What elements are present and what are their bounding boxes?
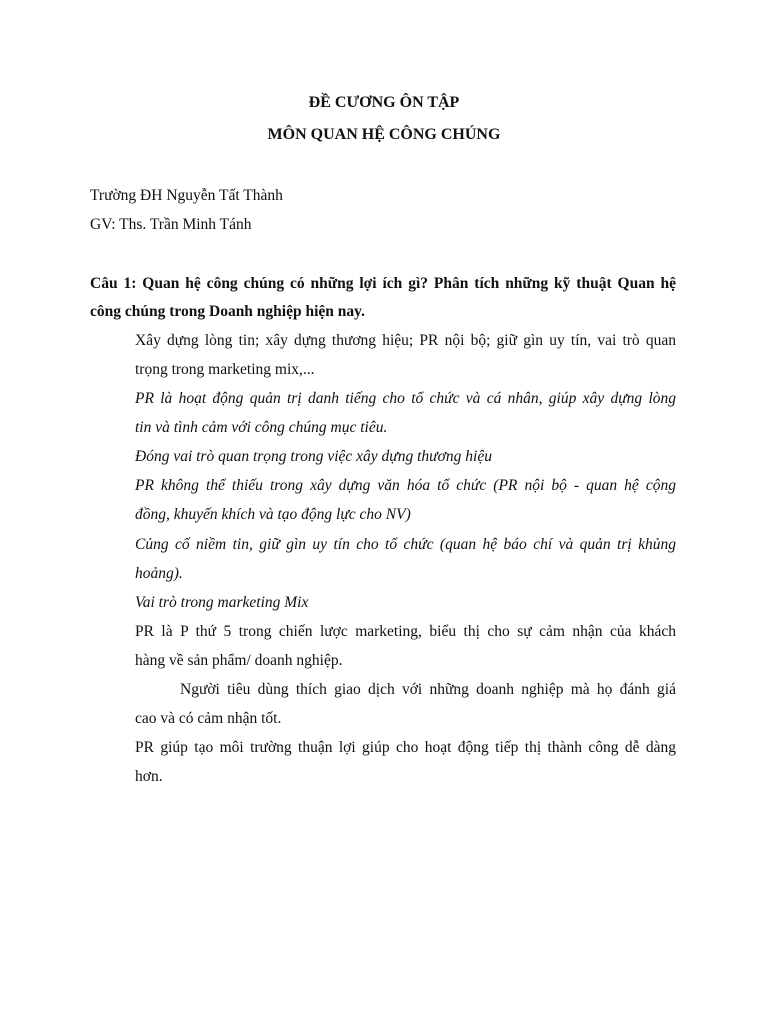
question-1-line-1: Câu 1: Quan hệ công chúng có những lợi ích gì? Phân tích những kỹ thuật Quan hệ <box>90 275 676 292</box>
bullet-glyph <box>109 476 123 496</box>
bullet-glyph <box>109 622 123 642</box>
doc-title-line-1: ĐỀ CƯƠNG ÔN TẬP <box>308 94 460 111</box>
bullet-glyph <box>109 738 123 758</box>
bullet-italic-4-line-2: hoảng). <box>135 565 183 582</box>
consumer-note-line-1: Người tiêu dùng thích giao dịch với những doanh nghiệp mà họ đánh giá <box>180 681 676 698</box>
school-name: Trường ĐH Nguyễn Tất Thành <box>90 187 283 204</box>
bullet-italic-2-line-1: Đóng vai trò quan trọng trong việc xây dựng thương hiệu <box>135 448 492 465</box>
marketing-mix-heading: Vai trò trong marketing Mix <box>135 594 309 611</box>
bullet-regular-2-line-2: hơn. <box>135 768 163 785</box>
bullet-glyph <box>109 447 123 467</box>
bullet-italic-3-line-1: PR không thể thiếu trong xây dựng văn hóa tổ chức (PR nội bộ - quan hệ cộng <box>135 477 676 494</box>
summary-line-1: Xây dựng lòng tin; xây dựng thương hiệu; PR nội bộ; giữ gìn uy tín, vai trò quan <box>135 332 676 349</box>
bullet-italic-3-line-2: đồng, khuyến khích và tạo động lực cho NV) <box>135 506 411 523</box>
bullet-regular-1-line-2: hàng về sản phẩm/ doanh nghiệp. <box>135 652 343 669</box>
bullet-glyph <box>109 535 123 555</box>
teacher-name: GV: Ths. Trần Minh Tánh <box>90 216 252 233</box>
bullet-regular-2-line-1: PR giúp tạo môi trường thuận lợi giúp cho hoạt động tiếp thị thành công dễ dàng <box>135 739 676 756</box>
summary-line-2: trọng trong marketing mix,... <box>135 361 315 378</box>
bullet-glyph <box>109 389 123 409</box>
consumer-note-line-2: cao và có cảm nhận tốt. <box>135 710 282 727</box>
bullet-glyph <box>109 797 123 817</box>
bullet-italic-1-line-2: tin và tình cảm với công chúng mục tiêu. <box>135 419 388 436</box>
bullet-italic-4-line-1: Củng cố niềm tin, giữ gìn uy tín cho tổ chức (quan hệ báo chí và quản trị khủng <box>135 536 676 553</box>
bullet-italic-1-line-1: PR là hoạt động quản trị danh tiếng cho tổ chức và cá nhân, giúp xây dựng lòng <box>135 390 676 407</box>
question-1-line-2: công chúng trong Doanh nghiệp hiện nay. <box>90 303 365 320</box>
bullet-regular-1-line-1: PR là P thứ 5 trong chiến lược marketing, biểu thị cho sự cảm nhận của khách <box>135 623 676 640</box>
doc-title-line-2: MÔN QUAN HỆ CÔNG CHÚNG <box>267 126 501 143</box>
